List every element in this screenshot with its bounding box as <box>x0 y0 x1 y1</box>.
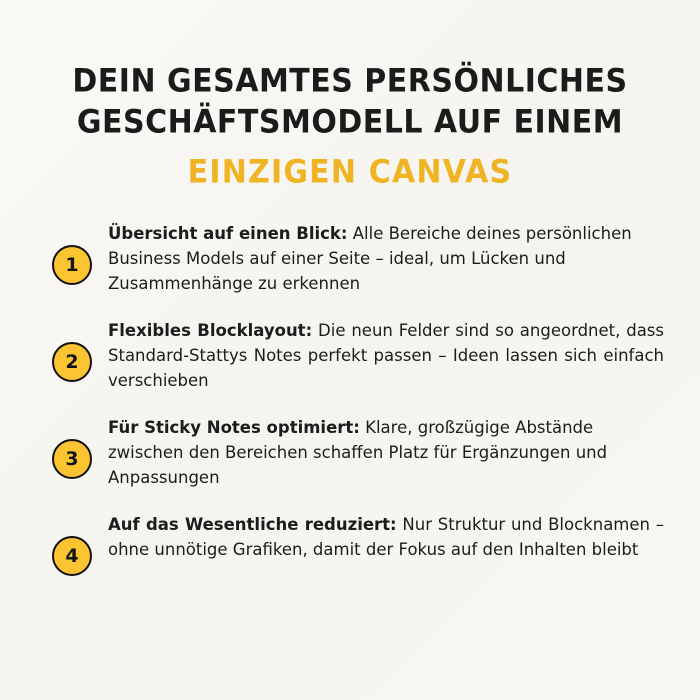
badge-number: 4 <box>65 545 79 568</box>
list-item <box>52 415 664 490</box>
list-item <box>52 318 664 393</box>
list-item-lead: Auf das Wesentliche reduziert: <box>108 515 397 535</box>
list-item-text <box>108 221 664 296</box>
list-item-lead: Für Sticky Notes optimiert: <box>108 418 360 438</box>
badge-number: 2 <box>65 350 79 373</box>
list-item-lead: Übersicht auf einen Blick: <box>108 223 348 243</box>
headline-line-1: DEIN GESAMTES PERSÖNLICHES <box>72 62 628 100</box>
list-item-body: Alle Bereiche deines persönlichen Business Models auf einer Seite – ideal, um Lücken und Zusammenhänge zu erkennen <box>108 223 632 293</box>
page-title <box>0 0 700 195</box>
list-item-body: Klare, großzügige Abstände zwischen den Bereichen schaffen Platz für Ergänzungen und Anpassungen <box>108 418 608 488</box>
list-item <box>52 221 664 296</box>
benefits-list <box>0 221 700 577</box>
number-badge-4 <box>52 536 92 576</box>
list-item <box>52 512 664 576</box>
badge-number: 3 <box>65 448 79 471</box>
number-badge-1 <box>52 245 92 285</box>
headline-line-2: GESCHÄFTSMODELL AUF EINEM <box>76 103 624 141</box>
list-item-text <box>108 318 664 393</box>
list-item-body: Die neun Felder sind so angeordnet, dass Standard-Stattys Notes perfekt passen – Ideen lassen sich einfach verschieben <box>108 320 664 390</box>
list-item-body: Nur Struktur und Blocknamen – ohne unnötige Grafiken, damit der Fokus auf den Inhalten bleibt <box>108 515 664 560</box>
list-item-text <box>108 415 664 490</box>
list-item-lead: Flexibles Blocklayout: <box>108 320 313 340</box>
headline-accent-line: EINZIGEN CANVAS <box>187 153 513 191</box>
badge-number: 1 <box>65 253 79 276</box>
list-item-text <box>108 512 664 562</box>
number-badge-3 <box>52 439 92 479</box>
number-badge-2 <box>52 342 92 382</box>
